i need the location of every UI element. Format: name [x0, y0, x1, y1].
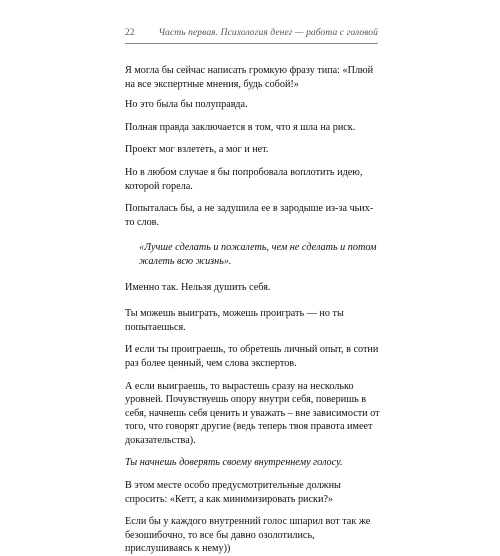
emphasis-paragraph: Ты начнешь доверять своему внутреннему голосу. [125, 457, 343, 469]
page-header [125, 28, 378, 42]
paragraph-9: Ты можешь выиграть, можешь проиграть — но ты попытаешься. [125, 308, 344, 333]
page-number: 22 [125, 28, 135, 38]
page-body [125, 64, 381, 556]
paragraph-8: Именно так. Нельзя душить себя. [125, 281, 271, 293]
paragraph-4: Проект мог взлететь, а мог и нет. [125, 144, 269, 156]
header-rule [125, 43, 378, 44]
paragraph-13: В этом месте особо предусмотрительные должны спросить: «Кетт, а как минимизировать риски?» [125, 480, 341, 505]
paragraph-11: А если выиграешь, то вырастешь сразу на несколько уровней. Почувствуешь опору внутри себя, поверишь в себя, начнешь себя ценить и уважать – вне зависимости от того, что говорят другие (ведь теперь твоя правота имеет доказательства). [125, 380, 380, 446]
paragraph-1: Я могла бы сейчас написать громкую фразу типа: «Плюй на все экспертные мнения, будь собой!» [125, 65, 374, 90]
quote-paragraph: «Лучше сделать и пожалеть, чем не сделать и потом жалеть всю жизнь». [139, 242, 377, 267]
paragraph-3: Полная правда заключается в том, что я шла на риск. [125, 121, 356, 133]
paragraph-5: Но в любом случае я бы попробовала воплотить идею, которой горела. [125, 166, 363, 192]
paragraph-2: Но это была бы полуправда. [125, 99, 248, 111]
paragraph-14: Если бы у каждого внутренний голос шпарил вот так же безошибочно, то все бы давно озолотились, прислушиваясь к нему)) [125, 516, 371, 555]
paragraph-10: И если ты проиграешь, то обретешь личный опыт, в сотни раз более ценный, чем слова экспертов. [125, 344, 379, 369]
running-head: Часть первая. Психология денег — работа с головой [158, 28, 378, 38]
paragraph-6: Попыталась бы, а не задушила ее в зародыше из-за чьих-то слов. [125, 203, 374, 228]
